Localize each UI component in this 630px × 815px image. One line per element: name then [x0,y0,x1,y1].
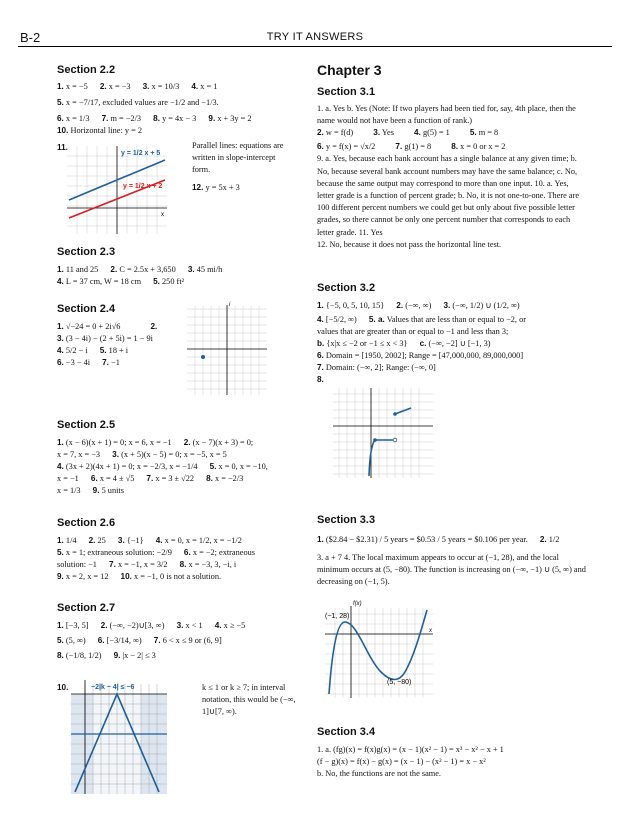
answer-line: x = 7, x = −3 3. (x + 5)(x − 5) = 0; x = −5, x = 5 [57,450,227,459]
svg-text:x: x [429,628,432,634]
section-3-3 [317,514,587,686]
section-2-2 [57,64,284,218]
complex-plane-graph [182,301,272,397]
complex-point [201,355,205,359]
piecewise-graph [329,384,437,480]
section-heading: Section 3.4 [317,726,376,738]
local-max-label: (−1, 28) [325,613,350,620]
answer-line: 4. [−5/2, ∞) 5. a. Values that are less than or equal to −2, or [317,315,526,324]
chapter-heading: Chapter 3 [317,62,382,78]
answer-line: 6. −3 − 4i 7. −1 [57,358,120,367]
section-2-7 [57,602,296,717]
answer-label: 10. [57,683,69,692]
right-column [317,62,587,778]
answer-line: 8. (−1/8, 1/2) 9. |x − 2| ≤ 3 [57,651,156,660]
answer-note: Parallel lines: equations are written in slope-intercept form. [192,141,284,175]
answer-line: 1. (x − 6)(x + 1) = 0; x = 6, x = −1 2. (x − 7)(x + 3) = 0; [57,438,254,447]
answer-line: solution: −1 7. x = −1, x = 3/2 8. x = −3, 3, −i, i [57,560,237,569]
cubic-function-graph [321,598,437,698]
answer-line: 3. (3 − 4i) − (2 + 5i) = 1 − 9i [57,334,153,343]
answer-line: 5. x = 1; extraneous solution: −2/9 6. x = −2; extraneous [57,548,255,557]
answer-line: (f − g)(x) = f(x) − g(x) = (x − 1) − (x² − 1) = x − x² [317,757,486,766]
section-2-5 [57,419,268,497]
section-heading: Section 3.2 [317,282,376,294]
section-3-1 [317,86,587,251]
section-heading: Section 2.6 [57,517,116,529]
answer-line: 10. Horizontal line: y = 2 [57,126,142,135]
answer-line: 6. y = f(x) = √x/2 7. g(1) = 8 8. x = 0 or x = 2 [317,142,506,152]
answer-line: 1. √−24 = 0 + 2i√6 2. [57,322,158,331]
answer-line: 1. a. (fg)(x) = f(x)g(x) = (x − 1)(x² − 1) = x³ − x² − x + 1 [317,745,504,754]
answer-line: b. {x|x ≤ −2 or −1 ≤ x < 3} c. (−∞, −2] ∪ [−1, 3) [317,339,491,348]
section-heading: Section 2.3 [57,246,116,258]
page-title: TRY IT ANSWERS [266,31,364,43]
section-2-6 [57,517,255,583]
page-number: B-2 [20,30,41,45]
answer-label: 11. [57,143,68,152]
answer-paragraph: 1. a. Yes b. Yes (Note: If two players had been tied for, say, 4th place, then the name would not have been a function of rank.) [317,104,576,126]
section-heading: Section 2.4 [57,303,116,315]
parallel-lines-graph [67,146,167,234]
cubic-curve [329,610,427,694]
answer-line: 5. (5, ∞) 6. [−3/14, ∞) 7. 6 < x ≤ 9 or (6, 9] [57,636,222,645]
local-min-label: (5, −80) [387,679,412,686]
answer-line: values that are greater than or equal to −1 and less than 3; [317,327,509,336]
section-heading: Section 2.5 [57,419,116,431]
answer-line: 1. 1/4 2. 25 3. {−1} 4. x = 0, x = 1/2, x = −1/2 [57,536,242,545]
red-line-label: y = 1/2 x + 2 [123,183,163,190]
section-heading: Section 2.7 [57,602,116,614]
section-heading: Section 3.1 [317,86,376,98]
answer-line: 5. x = −7/17, excluded values are −1/2 and −1/3. [57,98,219,107]
y-axis-label: f(x) [353,601,362,607]
absolute-value-graph [71,680,167,794]
answer-line: 4. 5/2 − i 5. 18 + i [57,346,129,355]
answer-line: 4. L = 37 cm, W = 18 cm 5. 250 ft² [57,277,185,286]
answer-line: 7. Domain: (−∞, 2]; Range: (−∞, 0] [317,363,436,372]
answer-line: 4. (3x + 2)(4x + 1) = 0; x = −2/3, x = −1/4 5. x = 0, x = −10, [57,462,268,471]
section-heading: Section 2.2 [57,64,116,76]
answer-label: 8. [317,375,324,384]
blue-line-label: y = 1/2 x + 5 [121,150,161,157]
answer-line: b. No, the functions are not the same. [317,769,441,778]
answer-line: x = −1 6. x = 4 ± √5 7. x = 3 ± √22 8. x = −2/3 [57,474,244,483]
section-heading: Section 3.3 [317,514,376,526]
section-2-3 [57,246,222,288]
section-3-2 [317,282,587,386]
answer-line: 1. ($2.84 − $2.31) / 5 years = $0.53 / 5 years = $0.106 per year. 2. 1/2 [317,535,560,544]
header-rule [18,46,612,47]
answer-paragraph: 3. a + 7 4. The local maximum appears to occur at (−1, 28), and the local minimum occurs at (5, −80). The function is increasing on (−∞, −1) ∪ (5, ∞) and decreasing on (−1, 5). [317,553,586,587]
answer-paragraph: 12. No, because it does not pass the horizontal line test. [317,239,502,249]
answer-line: 6. Domain = [1950, 2002]; Range = [47,000,000, 89,000,000] [317,351,524,360]
section-2-4 [57,302,231,369]
imaginary-axis-label: i [229,302,231,308]
graph-label: −2|k − 4| ≤ −6 [91,684,135,691]
answer-line: 2. w = f(d) 3. Yes 4. g(5) = 1 5. m = 8 [317,128,499,138]
answer-line: 9. x = 2, x = 12 10. x = −1, 0 is not a solution. [57,572,222,581]
answer-line: 1. {−5, 0, 5, 10, 15} 2. (−∞, ∞) 3. (−∞, 1/2) ∪ (1/2, ∞) [317,301,520,310]
answer-line: 1. 11 and 25 2. C = 2.5x + 3,650 3. 45 mi/h [57,265,223,274]
page-header [0,0,630,48]
answer-line: 6. x = 1/3 7. m = −2/3 8. y = 4x − 3 9. x + 3y = 2 [57,114,252,123]
answer-note: k ≤ 1 or k ≥ 7; in interval notation, this would be (−∞, 1]∪[7, ∞). [202,683,296,717]
answer-line: 12. y = 5x + 3 [192,183,240,192]
answer-line: 1. [−3, 5] 2. (−∞, −2)∪[3, ∞) 3. x < 1 4. x ≥ −5 [57,621,246,630]
answer-line: 1. x = −5 2. x = −3 3. x = 10/3 4. x = 1 [57,82,218,91]
answer-line: x = 1/3 9. 5 units [57,486,124,495]
answer-paragraph: 9. a. Yes, because each bank account has a single balance at any given time; b. No, because several bank account numbers may have the same balance; c. No, because the same output may correspond to more than one input. 10. a. Yes, letter grade is a function of percent grade; b. No, it is not one-to-one. There are 100 different percent numbers we could get but only about five possible letter grades, so there cannot be only one percent number that corresponds to each letter grade. 11. Yes [317,154,580,237]
svg-text:x: x [161,212,164,218]
section-3-4 [317,726,587,780]
